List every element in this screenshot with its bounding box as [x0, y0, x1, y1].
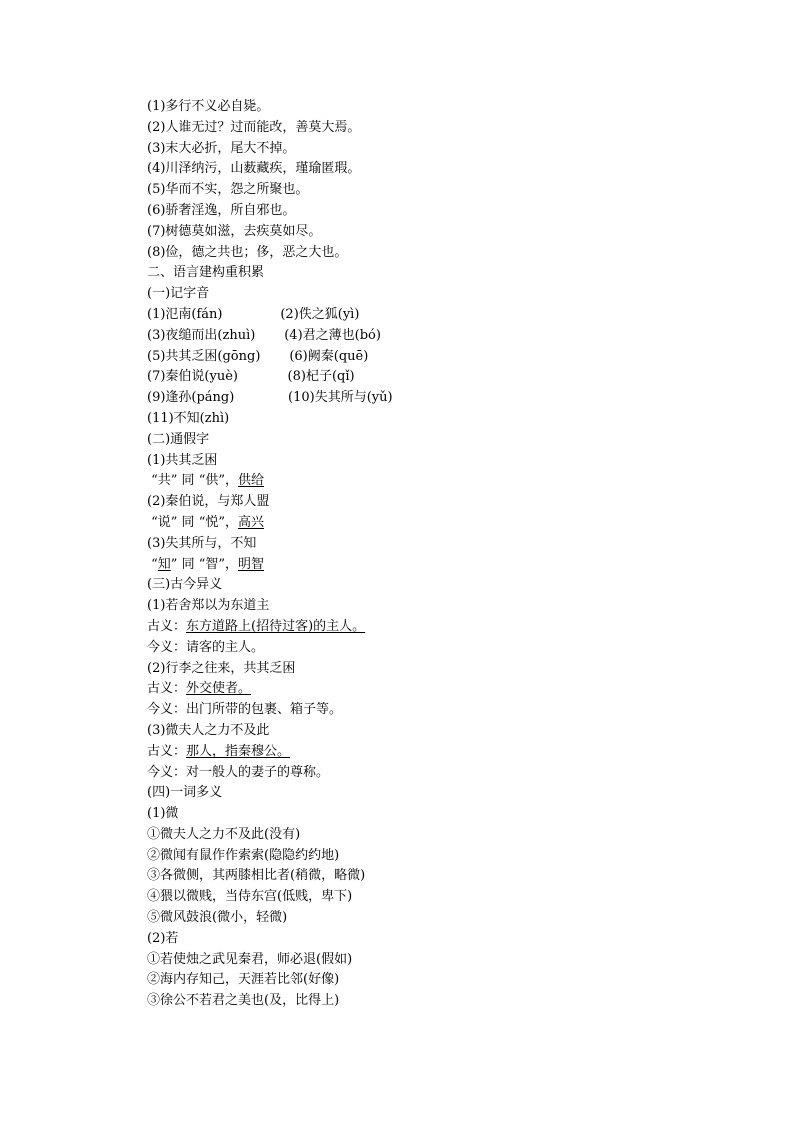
text-line [147, 201, 707, 222]
text-line [147, 887, 707, 908]
text-line [147, 305, 707, 326]
text-segment: 二、语言建构重积累 [147, 265, 265, 281]
text-line [147, 222, 707, 243]
text-line [147, 243, 707, 264]
text-line [147, 367, 707, 388]
text-line [147, 742, 707, 763]
text-segment: (1)共其乏困 [147, 452, 218, 468]
text-line [147, 950, 707, 971]
text-segment: (7)秦伯说(yuè) (8)杞子(qǐ) [147, 369, 355, 385]
text-line [147, 97, 707, 118]
text-line [147, 471, 707, 492]
text-segment: (1)氾南(fán) (2)佚之狐(yì) [147, 306, 360, 322]
text-segment: (2)人谁无过？过而能改，善莫大焉。 [147, 119, 361, 135]
text-line [147, 617, 707, 638]
text-segment: (6)骄奢淫逸，所自邪也。 [147, 202, 296, 218]
text-segment: (1)微 [147, 806, 179, 822]
text-line [147, 513, 707, 534]
text-segment: (2)行李之往来，共其乏困 [147, 660, 296, 676]
text-segment: (1)若舍郑以为东道主 [147, 598, 270, 614]
text-line [147, 846, 707, 867]
underlined-answer: 明智 [238, 556, 265, 572]
underlined-answer: 知 [157, 556, 171, 572]
text-line [147, 347, 707, 368]
text-segment: (5)共其乏困(gōng) (6)阙秦(quē) [147, 348, 369, 364]
text-segment: ②海内存知己，天涯若比邻(好像) [147, 972, 340, 988]
text-segment: “共” 同 “供”， [147, 473, 238, 489]
text-segment: (2)秦伯说，与郑人盟 [147, 494, 270, 510]
text-segment: (3)微夫人之力不及此 [147, 722, 270, 738]
text-line [147, 679, 707, 700]
text-segment: (四)一词多义 [147, 785, 223, 801]
text-line [147, 409, 707, 430]
text-segment: 古义： [147, 618, 187, 634]
text-line [147, 825, 707, 846]
text-line [147, 139, 707, 160]
text-segment: (8)俭，德之共也；侈，恶之大也。 [147, 244, 348, 260]
underlined-answer: 高兴 [237, 514, 264, 530]
text-line [147, 783, 707, 804]
text-line [147, 970, 707, 991]
text-segment: 今义：请客的主人。 [147, 639, 265, 655]
text-segment: “说” 同 “悦”， [147, 514, 238, 530]
text-segment: ②微闻有鼠作作索索(隐隐约约地) [147, 847, 340, 863]
text-line [147, 700, 707, 721]
text-segment: ④猥以微贱，当侍东宫(低贱，卑下) [147, 889, 353, 905]
text-line [147, 430, 707, 451]
text-line [147, 596, 707, 617]
text-line [147, 638, 707, 659]
text-line [147, 991, 707, 1012]
text-segment: ” 同 “智”， [170, 556, 238, 572]
text-line [147, 534, 707, 555]
text-segment: (1)多行不义必自毙。 [147, 99, 270, 114]
text-line [147, 866, 707, 887]
text-line [147, 555, 707, 576]
text-segment: (3)夜缒而出(zhuì) (4)君之薄也(bó) [147, 327, 381, 343]
text-segment: (11)不知(zhì) [147, 410, 230, 426]
underlined-answer: 东方道路上(招待过客)的主人。 [186, 618, 366, 634]
text-line [147, 159, 707, 180]
text-segment: ③徐公不若君之美也(及，比得上) [147, 993, 340, 1009]
text-line [147, 659, 707, 680]
text-segment: (2)若 [147, 930, 179, 946]
text-segment: (二)通假字 [147, 431, 210, 447]
text-segment: “ [147, 556, 158, 572]
text-segment: ①微夫人之力不及此(没有) [147, 826, 301, 842]
text-segment: ①若使烛之武见秦君，师必退(假如) [147, 951, 353, 967]
text-line [147, 804, 707, 825]
text-line [147, 492, 707, 513]
underlined-answer: 外交使者。 [186, 681, 252, 697]
text-segment: (4)川泽纳污，山薮藏疾，瑾瑜匿瑕。 [147, 161, 361, 177]
text-line [147, 575, 707, 596]
text-segment: 古义： [147, 743, 187, 759]
text-segment: 古义： [147, 681, 187, 697]
text-line [147, 180, 707, 201]
document-body [147, 97, 707, 1012]
text-line [147, 721, 707, 742]
text-segment: ③各微侧，其两膝相比者(稍微，略微) [147, 868, 366, 884]
text-segment: (3)失其所与，不知 [147, 535, 257, 551]
text-segment: ⑤微风鼓浪(微小，轻微) [147, 910, 288, 926]
text-segment: (5)华而不实，怨之所聚也。 [147, 182, 309, 198]
text-line [147, 326, 707, 347]
text-line [147, 908, 707, 929]
text-segment: 今义：出门所带的包裹、箱子等。 [147, 702, 343, 718]
text-line [147, 451, 707, 472]
text-line [147, 388, 707, 409]
text-line [147, 929, 707, 950]
text-line [147, 118, 707, 139]
underlined-answer: 供给 [237, 473, 264, 489]
text-segment: (一)记字音 [147, 286, 210, 302]
text-segment: (三)古今异义 [147, 577, 223, 593]
text-segment: 今义：对一般人的妻子的尊称。 [147, 764, 330, 780]
text-segment: (7)树德莫如滋，去疾莫如尽。 [147, 223, 322, 239]
text-line [147, 263, 707, 284]
underlined-answer: 那人，指秦穆公。 [186, 743, 291, 759]
text-line [147, 284, 707, 305]
text-segment: (9)逢孙(páng) (10)失其所与(yǔ) [147, 390, 393, 406]
text-line [147, 763, 707, 784]
text-segment: (3)末大必折，尾大不掉。 [147, 140, 296, 156]
